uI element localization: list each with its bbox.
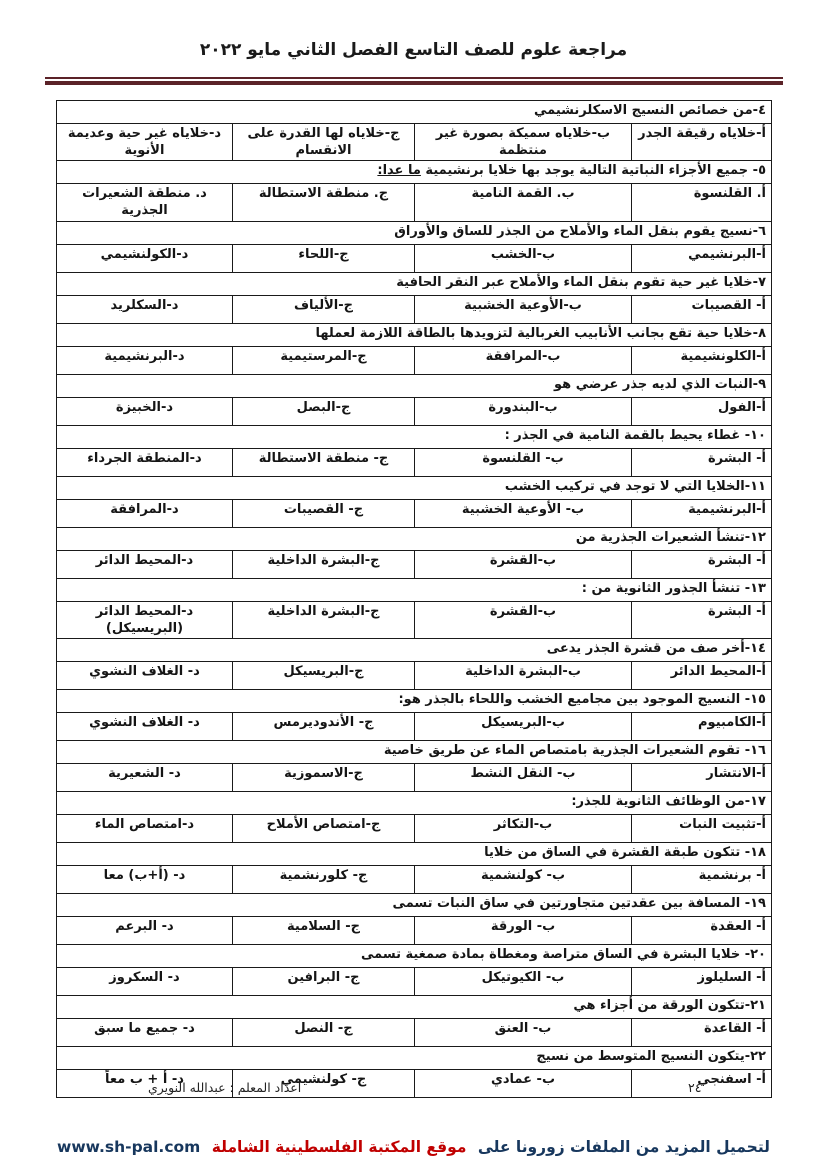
option-cell-b: ب- العنق — [415, 1018, 632, 1046]
option-cell-d: د-امتصاص الماء — [56, 814, 232, 842]
question-row — [56, 578, 771, 601]
option-cell-b: ب-الأوعية الخشبية — [415, 295, 632, 323]
question-text: ١١-الخلايا التي لا توجد في تركيب الخشب — [56, 476, 771, 499]
option-cell-b: ب- القلنسوة — [415, 448, 632, 476]
question-text: ٢٠- خلايا البشرة في الساق متراصة ومغطاة بمادة صمغية تسمى — [56, 944, 771, 967]
options-row — [56, 763, 771, 791]
question-row — [56, 740, 771, 763]
question-text-underlined: ما عدا: — [377, 163, 421, 179]
option-cell-c: ج- النصل — [233, 1018, 415, 1046]
option-cell-c: ج. منطقة الاستطالة — [233, 184, 415, 221]
option-cell-b: ب. القمة النامية — [415, 184, 632, 221]
questions-table — [56, 100, 772, 1098]
question-text: ١٤-أخر صف من قشرة الجذر يدعى — [56, 638, 771, 661]
option-cell-b: ب- الورقة — [415, 916, 632, 944]
option-cell-d: د- الشعيرية — [56, 763, 232, 791]
option-cell-c: ج-البريسيكل — [233, 661, 415, 689]
option-cell-a: أ-البرنشيمي — [632, 244, 772, 272]
option-cell-c: ج-الألياف — [233, 295, 415, 323]
option-cell-a: أ-الكامبيوم — [632, 712, 772, 740]
question-text: ١٢-تنشأ الشعيرات الجذرية من — [56, 527, 771, 550]
option-cell-d: د- جميع ما سبق — [56, 1018, 232, 1046]
option-cell-c: ج- كولنشيمي — [233, 1069, 415, 1097]
option-cell-d: د- (أ+ب) معا — [56, 865, 232, 893]
question-text: ١٧-من الوظائف الثانوية للجذر: — [56, 791, 771, 814]
option-cell-a: أ- البشرة — [632, 448, 772, 476]
option-cell-d: د-البرنشيمية — [56, 346, 232, 374]
question-row — [56, 476, 771, 499]
option-cell-d: د-خلاياه غير حية وعديمة الأنوية — [56, 124, 232, 161]
option-cell-d: د. منطقة الشعيرات الجذرية — [56, 184, 232, 221]
option-cell-b: ب- الأوعية الخشبية — [415, 499, 632, 527]
option-cell-a: أ-المحيط الدائر — [632, 661, 772, 689]
option-cell-a: أ- البشرة — [632, 601, 772, 638]
option-cell-d: د- أ + ب معاً — [56, 1069, 232, 1097]
banner-main-text: لتحميل المزيد من الملفات زورونا على — [477, 1138, 770, 1156]
options-row — [56, 124, 771, 161]
option-cell-b: ب- كولنشمية — [415, 865, 632, 893]
question-text — [56, 161, 771, 184]
option-cell-c: ج-البصل — [233, 397, 415, 425]
option-cell-c: ج-المرستيمية — [233, 346, 415, 374]
option-cell-c: ج-البشرة الداخلية — [233, 601, 415, 638]
question-text: ٨-خلايا حية تقع بجانب الأنابيب الغربالية لتزويدها بالطاقة اللازمة لعملها — [56, 323, 771, 346]
option-cell-c: ج-خلاياه لها القدرة على الانقسام — [233, 124, 415, 161]
option-cell-d: د-الخبيزة — [56, 397, 232, 425]
question-text: ١٨- تتكون طبقة القشرة في الساق من خلايا — [56, 842, 771, 865]
option-cell-a: أ-البرنشيمية — [632, 499, 772, 527]
option-cell-b: ب-الخشب — [415, 244, 632, 272]
option-cell-c: ج-امتصاص الأملاح — [233, 814, 415, 842]
options-row — [56, 916, 771, 944]
question-row — [56, 374, 771, 397]
question-row — [56, 272, 771, 295]
option-cell-b: ب- النقل النشط — [415, 763, 632, 791]
options-row — [56, 661, 771, 689]
question-row — [56, 842, 771, 865]
option-cell-a: أ- القاعدة — [632, 1018, 772, 1046]
question-row — [56, 161, 771, 184]
page-title: مراجعة علوم للصف التاسع الفصل الثاني مايو ٢٠٢٢ — [199, 40, 628, 60]
option-cell-c: ج-الاسموزية — [233, 763, 415, 791]
option-cell-b: ب-التكاثر — [415, 814, 632, 842]
option-cell-c: ج- الأندوديرمس — [233, 712, 415, 740]
banner-url: www.sh-pal.com — [57, 1138, 201, 1156]
options-row — [56, 184, 771, 221]
question-text: ١٠- غطاء يحيط بالقمة النامية في الجذر : — [56, 425, 771, 448]
option-cell-a: أ- البشرة — [632, 550, 772, 578]
option-cell-c: ج- القصيبات — [233, 499, 415, 527]
question-text: ٤-من خصائص النسيج الاسكلرنشيمي — [56, 101, 771, 124]
option-cell-a: أ. القلنسوة — [632, 184, 772, 221]
question-text: ١٥- النسيج الموجود بين مجاميع الخشب واللحاء بالجذر هو: — [56, 689, 771, 712]
option-cell-c: ج- البرافين — [233, 967, 415, 995]
option-cell-c: ج- منطقة الاستطالة — [233, 448, 415, 476]
options-row — [56, 601, 771, 638]
options-row — [56, 499, 771, 527]
question-text: ٢١-تتكون الورقة من أجزاء هي — [56, 995, 771, 1018]
question-text: ٩-النبات الذي لديه جذر عرضي هو — [56, 374, 771, 397]
question-row — [56, 995, 771, 1018]
rule-thick-line — [45, 81, 783, 85]
question-row — [56, 323, 771, 346]
option-cell-d: د- السكروز — [56, 967, 232, 995]
option-cell-a: أ- اسفنجي — [632, 1069, 772, 1097]
option-cell-d: د-الكولنشيمي — [56, 244, 232, 272]
question-row — [56, 221, 771, 244]
option-cell-a: أ- السليلوز — [632, 967, 772, 995]
option-cell-a: أ-الانتشار — [632, 763, 772, 791]
option-cell-d: د-المنطقة الجرداء — [56, 448, 232, 476]
footer-page-number: ٢٤ — [688, 1080, 702, 1095]
option-cell-b: ب-القشرة — [415, 550, 632, 578]
option-cell-c: ج- السلامية — [233, 916, 415, 944]
question-text-part: ٥- جميع الأجزاء النباتية التالية يوجد بها خلايا برنشيمية — [420, 163, 766, 179]
question-text: ١٦- تقوم الشعيرات الجذرية بامتصاص الماء عن طريق خاصية — [56, 740, 771, 763]
option-cell-b: ب- الكيوتيكل — [415, 967, 632, 995]
option-cell-b: ب- عمادي — [415, 1069, 632, 1097]
option-cell-b: ب-البندورة — [415, 397, 632, 425]
option-cell-a: أ-الفول — [632, 397, 772, 425]
header-double-rule — [45, 77, 783, 85]
question-row — [56, 791, 771, 814]
options-row — [56, 865, 771, 893]
question-row — [56, 425, 771, 448]
footer-prepared-by: اعداد المعلم : عبدالله النويري — [148, 1080, 302, 1095]
options-row — [56, 814, 771, 842]
option-cell-c: ج-البشرة الداخلية — [233, 550, 415, 578]
banner-site-name: موقع المكتبة الفلسطينية الشاملة — [211, 1138, 467, 1156]
bottom-banner — [0, 1138, 827, 1156]
option-cell-a: أ- برنشمية — [632, 865, 772, 893]
options-row — [56, 295, 771, 323]
option-cell-d: د-السكلريد — [56, 295, 232, 323]
rule-thin-line — [45, 77, 783, 79]
option-cell-b: ب-خلاياه سميكة بصورة غير منتظمة — [415, 124, 632, 161]
question-text: ٧-خلايا غير حية تقوم بنقل الماء والأملاح عبر النقر الحافية — [56, 272, 771, 295]
options-row — [56, 346, 771, 374]
options-row — [56, 448, 771, 476]
question-row — [56, 1046, 771, 1069]
question-text: ١٩- المسافة بين عقدتين متجاورتين في ساق النبات تسمى — [56, 893, 771, 916]
option-cell-a: أ-تثبيت النبات — [632, 814, 772, 842]
option-cell-b: ب-القشرة — [415, 601, 632, 638]
options-row — [56, 712, 771, 740]
option-cell-b: ب-البشرة الداخلية — [415, 661, 632, 689]
option-cell-a: أ- العقدة — [632, 916, 772, 944]
options-row — [56, 397, 771, 425]
option-cell-d: د- الغلاف النشوي — [56, 712, 232, 740]
option-cell-d: د-المحيط الدائر (البريسيكل) — [56, 601, 232, 638]
option-cell-d: د- الغلاف النشوي — [56, 661, 232, 689]
options-row — [56, 550, 771, 578]
options-row — [56, 1018, 771, 1046]
option-cell-b: ب-المرافقة — [415, 346, 632, 374]
question-row — [56, 944, 771, 967]
question-text: ١٣- تنشأ الجذور الثانوية من : — [56, 578, 771, 601]
option-cell-c: ج- كلورنشمية — [233, 865, 415, 893]
option-cell-a: أ- القصيبات — [632, 295, 772, 323]
question-text: ٦-نسيج يقوم بنقل الماء والأملاح من الجذر للساق والأوراق — [56, 221, 771, 244]
question-row — [56, 101, 771, 124]
option-cell-a: أ-الكلونشيمية — [632, 346, 772, 374]
question-row — [56, 689, 771, 712]
option-cell-d: د- البرعم — [56, 916, 232, 944]
options-row — [56, 967, 771, 995]
option-cell-d: د-المحيط الدائر — [56, 550, 232, 578]
question-row — [56, 893, 771, 916]
questions-table-body — [56, 101, 771, 1098]
question-text: ٢٢-يتكون النسيج المتوسط من نسيج — [56, 1046, 771, 1069]
option-cell-c: ج-اللحاء — [233, 244, 415, 272]
option-cell-a: أ-خلاياه رقيقة الجدر — [632, 124, 772, 161]
question-row — [56, 638, 771, 661]
option-cell-d: د-المرافقة — [56, 499, 232, 527]
options-row — [56, 244, 771, 272]
option-cell-b: ب-البريسيكل — [415, 712, 632, 740]
question-row — [56, 527, 771, 550]
